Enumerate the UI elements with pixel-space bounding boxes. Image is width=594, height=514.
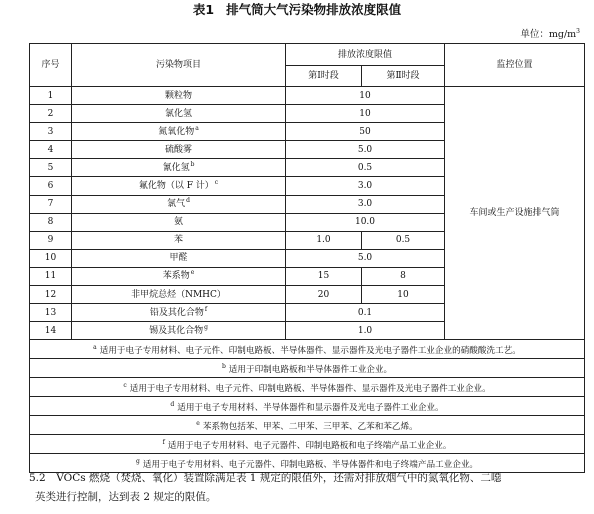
row-number: 13 — [30, 304, 72, 322]
note-text: 适用于印制电路板和半导体器件工业企业。 — [228, 364, 393, 375]
pollutant-name: 氰化氢 — [162, 162, 190, 173]
pollutant-name: 氨 — [173, 217, 183, 228]
pollutant-name: 苯 — [173, 235, 183, 246]
pollutant-name: 苯系物 — [162, 271, 190, 282]
table-note — [30, 378, 585, 397]
note-text: 适用于电子专用材料、半导体器件和显示器件及光电子器件工业企业。 — [177, 402, 444, 413]
row-number: 11 — [30, 267, 72, 285]
pollutant-name: 氯化氢 — [164, 108, 192, 119]
row-number: 7 — [30, 195, 72, 213]
footnote-marker: a — [195, 124, 199, 132]
pollutant-name: 锡及其化合物 — [149, 325, 204, 336]
monitoring-location: 车间或生产设施排气筒 — [445, 87, 585, 340]
note-text: 适用于电子专用材料、电子元器件、印制电路板、半导体器件和电子终端产品工业企业。 — [142, 459, 479, 470]
table-note — [30, 340, 585, 359]
limit-value-phase1: 15 — [286, 267, 362, 285]
table-note — [30, 435, 585, 454]
unit-superscript: 3 — [576, 28, 580, 35]
header-location: 监控位置 — [445, 44, 585, 87]
header-phase2: 第Ⅱ时段 — [362, 66, 445, 87]
table-note — [30, 416, 585, 435]
note-marker: c — [123, 381, 127, 389]
pollutant-item — [72, 304, 286, 322]
limit-value: 5.0 — [286, 141, 445, 159]
footnote-marker: e — [190, 269, 195, 277]
footnote-marker: d — [186, 197, 190, 205]
footnote-marker: c — [214, 179, 219, 187]
header-item: 污染物项目 — [72, 44, 286, 87]
limit-value-phase1: 1.0 — [286, 231, 362, 249]
row-number: 6 — [30, 177, 72, 195]
note-text: 适用于电子专用材料、电子元件、印制电路板、半导体器件、显示器件及光电子器件工业企业的硝酸酸洗工艺。 — [99, 345, 521, 356]
header-no: 序号 — [30, 44, 72, 87]
row-number: 2 — [30, 105, 72, 123]
row-number: 9 — [30, 231, 72, 249]
pollutant-item — [72, 322, 286, 340]
pollutant-name: 硫酸雾 — [164, 144, 192, 155]
row-number: 12 — [30, 286, 72, 304]
limit-value: 10.0 — [286, 213, 445, 231]
limit-value-phase2: 8 — [362, 267, 445, 285]
limit-value-phase2: 0.5 — [362, 231, 445, 249]
row-number: 5 — [30, 159, 72, 177]
note-marker: f — [162, 438, 165, 446]
pollutant-item — [72, 267, 286, 285]
table-note-row — [30, 378, 585, 397]
limit-value: 5.0 — [286, 249, 445, 267]
pollutant-name: 氟化物（以 F 计） — [138, 181, 214, 192]
caption-label: 表1 — [192, 2, 215, 17]
emission-limits-table — [29, 43, 585, 473]
pollutant-item — [72, 177, 286, 195]
section-paragraph — [29, 469, 585, 507]
pollutant-item — [72, 286, 286, 304]
pollutant-name: 颗粒物 — [164, 90, 192, 101]
limit-value: 0.5 — [286, 159, 445, 177]
limit-value-phase1: 20 — [286, 286, 362, 304]
row-number: 4 — [30, 141, 72, 159]
row-number: 1 — [30, 87, 72, 105]
paragraph-line-2: 英类进行控制，达到表 2 规定的限值。 — [35, 491, 217, 503]
limit-value: 1.0 — [286, 322, 445, 340]
limit-value-phase2: 10 — [362, 286, 445, 304]
pollutant-item — [72, 213, 286, 231]
table-note-row — [30, 435, 585, 454]
note-marker: d — [170, 400, 175, 408]
row-number: 3 — [30, 123, 72, 141]
note-marker: g — [136, 457, 140, 465]
table-note — [30, 397, 585, 416]
table-note-row — [30, 397, 585, 416]
table-note-row — [30, 359, 585, 378]
note-marker: b — [221, 362, 226, 370]
pollutant-item — [72, 159, 286, 177]
limit-value: 3.0 — [286, 177, 445, 195]
row-number: 14 — [30, 322, 72, 340]
limit-value: 50 — [286, 123, 445, 141]
header-limit-group: 排放浓度限值 — [286, 44, 445, 66]
pollutant-item — [72, 249, 286, 267]
pollutant-name: 甲醛 — [169, 253, 188, 264]
pollutant-name: 铅及其化合物 — [149, 307, 204, 318]
limit-value: 10 — [286, 105, 445, 123]
caption-title: 排气筒大气污染物排放浓度限值 — [226, 2, 402, 17]
row-number: 8 — [30, 213, 72, 231]
note-text: 适用于电子专用材料、电子元件、印制电路板、半导体器件、显示器件及光电子器件工业企业。 — [129, 383, 491, 394]
footnote-marker: g — [204, 323, 208, 331]
table-note — [30, 359, 585, 378]
pollutant-name: 非甲烷总烃（NMHC） — [131, 289, 226, 300]
note-marker: a — [93, 343, 97, 351]
limit-value: 3.0 — [286, 195, 445, 213]
row-number: 10 — [30, 249, 72, 267]
unit-text: 单位：mg/m — [520, 29, 577, 41]
limit-value: 10 — [286, 87, 445, 105]
limit-value: 0.1 — [286, 304, 445, 322]
pollutant-item — [72, 195, 286, 213]
pollutant-name: 氮氧化物 — [158, 126, 195, 137]
unit-label — [520, 25, 580, 42]
pollutant-item — [72, 231, 286, 249]
header-phase1: 第Ⅰ时段 — [286, 66, 362, 87]
table-note-row — [30, 416, 585, 435]
pollutant-item — [72, 123, 286, 141]
header-row-1 — [30, 44, 585, 66]
table-caption — [0, 1, 594, 19]
paragraph-line-1: 5.2 VOCs 燃烧（焚烧、氧化）装置除满足表 1 规定的限值外，还需对排放烟气中的氮氧化物、二噁 — [29, 472, 502, 484]
pollutant-item — [72, 87, 286, 105]
table-row — [30, 87, 585, 105]
footnote-marker: f — [204, 305, 208, 313]
pollutant-item — [72, 141, 286, 159]
note-text: 适用于电子专用材料、电子元器件、印制电路板和电子终端产品工业企业。 — [167, 440, 452, 451]
pollutant-name: 氯气 — [167, 199, 186, 210]
note-marker: e — [196, 419, 200, 427]
footnote-marker: b — [190, 160, 195, 168]
pollutant-item — [72, 105, 286, 123]
note-text: 苯系物包括苯、甲苯、二甲苯、三甲苯、乙苯和苯乙烯。 — [202, 421, 418, 432]
table-note-row — [30, 340, 585, 359]
